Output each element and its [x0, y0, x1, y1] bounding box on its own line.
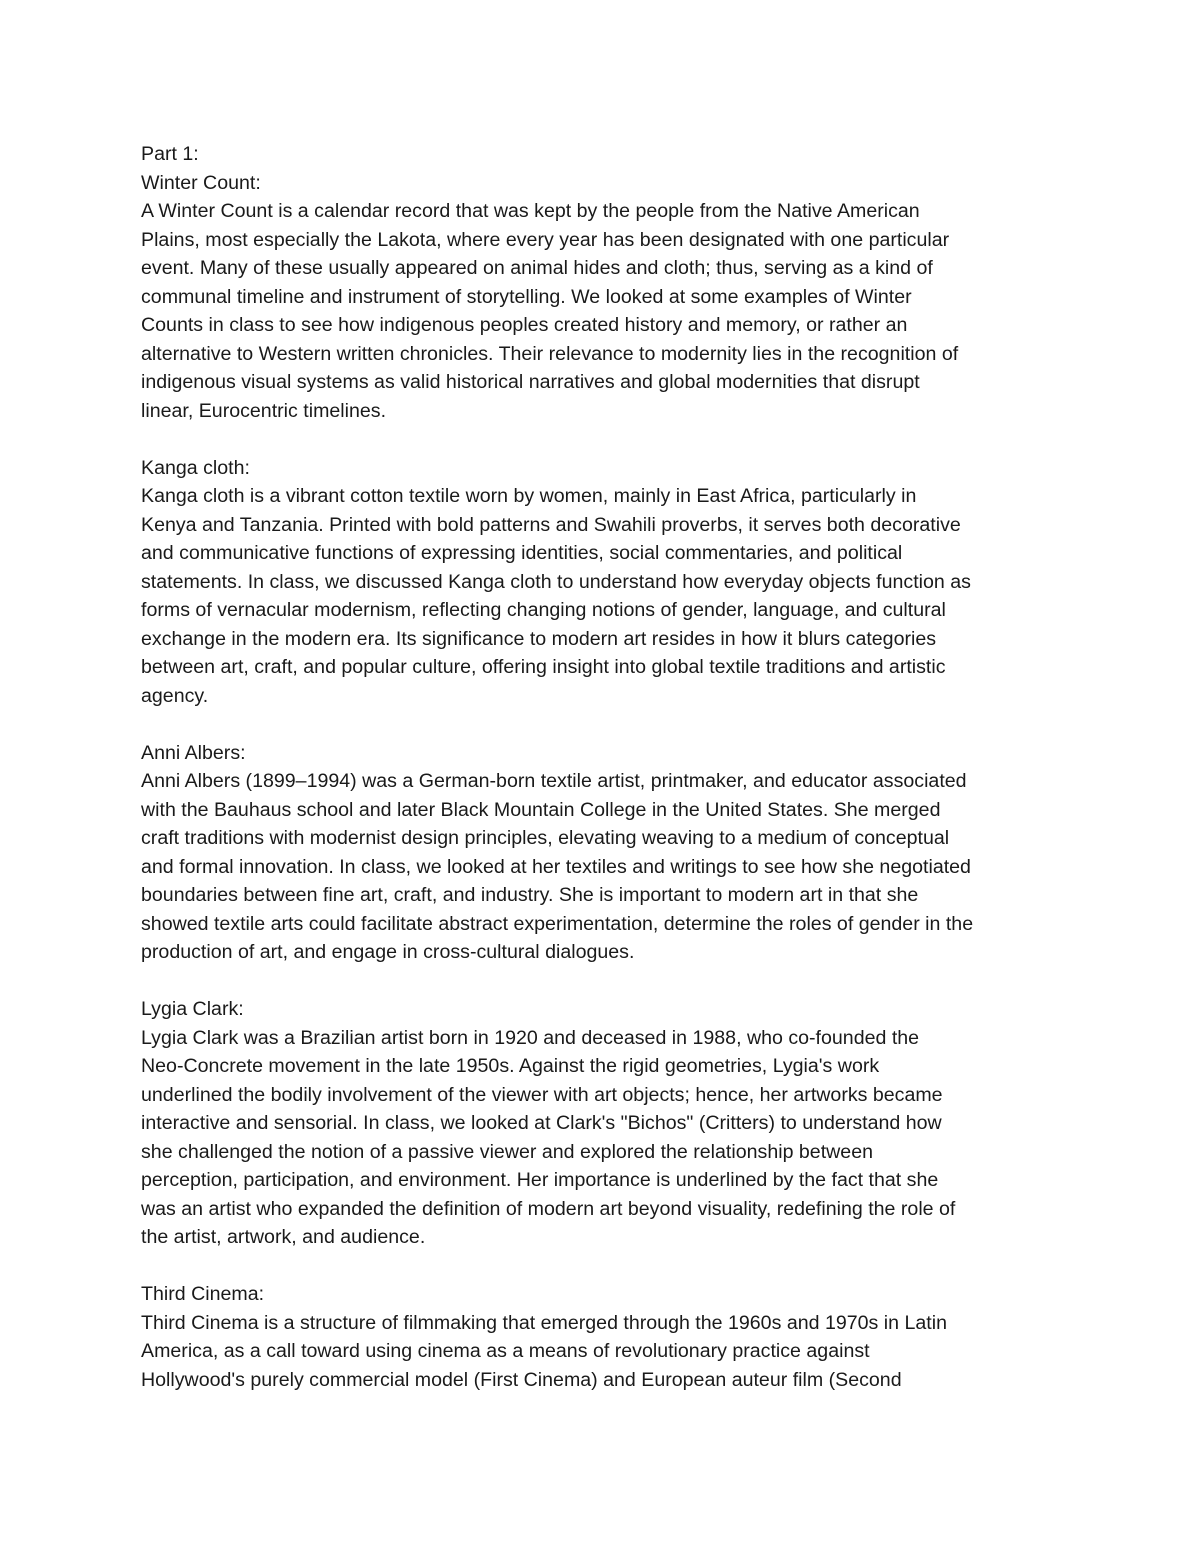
paragraph-line: Kenya and Tanzania. Printed with bold patterns and Swahili proverbs, it serves both decorative: [141, 513, 961, 536]
paragraph-line: Counts in class to see how indigenous peoples created history and memory, or rather an: [141, 314, 908, 336]
paragraph-line: Anni Albers (1899–1994) was a German-born textile artist, printmaker, and educator associated: [141, 770, 967, 792]
paragraph-line: Third Cinema is a structure of filmmaking that emerged through the 1960s and 1970s in Latin: [141, 1311, 947, 1334]
paragraph-line: craft traditions with modernist design principles, elevating weaving to a medium of conceptual: [141, 827, 950, 849]
part-title: Part 1:: [141, 143, 199, 165]
paragraph-line: interactive and sensorial. In class, we looked at Clark's "Bichos" (Critters) to understand how: [141, 1112, 942, 1134]
section-anni-albers: [141, 739, 1071, 967]
paragraph-line: agency.: [141, 684, 209, 707]
paragraph-line: underlined the bodily involvement of the viewer with art objects; hence, her artworks became: [141, 1083, 943, 1106]
paragraph-line: Neo-Concrete movement in the late 1950s. Against the rigid geometries, Lygia's work: [141, 1055, 880, 1077]
section-lygia-clark: [141, 995, 1071, 1252]
paragraph-line: the artist, artwork, and audience.: [141, 1226, 426, 1248]
paragraph-line: production of art, and engage in cross-cultural dialogues.: [141, 941, 635, 963]
section-third-cinema: [141, 1280, 1071, 1394]
paragraph-line: linear, Eurocentric timelines.: [141, 399, 387, 422]
paragraph-line: alternative to Western written chronicles. Their relevance to modernity lies in the recognition of: [141, 342, 959, 365]
section-heading: Winter Count:: [141, 171, 261, 194]
paragraph-line: boundaries between fine art, craft, and industry. She is important to modern art in that she: [141, 884, 919, 906]
section-heading: Anni Albers:: [141, 741, 246, 764]
paragraph-line: indigenous visual systems as valid historical narratives and global modernities that disrupt: [141, 371, 920, 393]
section-heading: Third Cinema:: [141, 1283, 265, 1305]
paragraph-line: and formal innovation. In class, we looked at her textiles and writings to see how she negotiated: [141, 855, 971, 878]
paragraph-line: with the Bauhaus school and later Black Mountain College in the United States. She merged: [141, 798, 941, 821]
paragraph-line: was an artist who expanded the definition of modern art beyond visuality, redefining the role of: [141, 1197, 956, 1220]
paragraph-line: event. Many of these usually appeared on animal hides and cloth; thus, serving as a kind of: [141, 257, 933, 279]
section-winter-count: [141, 169, 1071, 426]
paragraph-line: America, as a call toward using cinema as a means of revolutionary practice against: [141, 1340, 870, 1362]
paragraph-line: Plains, most especially the Lakota, where every year has been designated with one particular: [141, 228, 950, 251]
paragraph-line: A Winter Count is a calendar record that was kept by the people from the Native American: [141, 200, 920, 222]
paragraph-line: statements. In class, we discussed Kanga cloth to understand how everyday objects function as: [141, 570, 971, 593]
paragraph-line: exchange in the modern era. Its significance to modern art resides in how it blurs categories: [141, 627, 937, 650]
document-body: [141, 140, 1071, 1423]
section-kanga-cloth: [141, 454, 1071, 711]
paragraph-line: Hollywood's purely commercial model (First Cinema) and European auteur film (Second: [141, 1368, 902, 1391]
paragraph-line: Kanga cloth is a vibrant cotton textile worn by women, mainly in East Africa, particularly in: [141, 485, 917, 507]
paragraph-line: forms of vernacular modernism, reflecting changing notions of gender, language, and cultural: [141, 599, 946, 621]
paragraph-line: perception, participation, and environment. Her importance is underlined by the fact that she: [141, 1169, 939, 1191]
paragraph-line: communal timeline and instrument of storytelling. We looked at some examples of Winter: [141, 285, 912, 308]
paragraph-line: Lygia Clark was a Brazilian artist born in 1920 and deceased in 1988, who co-founded the: [141, 1026, 920, 1049]
paragraph-line: between art, craft, and popular culture, offering insight into global textile traditions and artistic: [141, 656, 946, 678]
section-heading: Kanga cloth:: [141, 456, 250, 479]
paragraph-line: showed textile arts could facilitate abstract experimentation, determine the roles of gender in the: [141, 912, 974, 935]
paragraph-line: she challenged the notion of a passive viewer and explored the relationship between: [141, 1140, 873, 1163]
paragraph-line: and communicative functions of expressing identities, social commentaries, and political: [141, 542, 903, 564]
section-heading: Lygia Clark:: [141, 998, 244, 1020]
